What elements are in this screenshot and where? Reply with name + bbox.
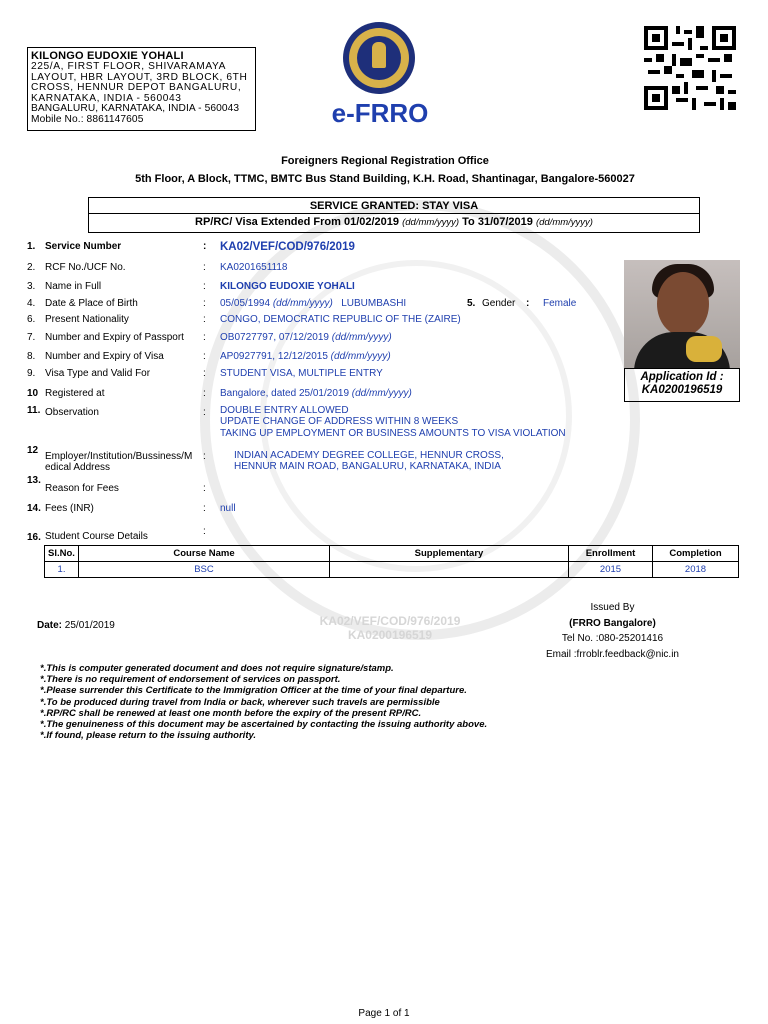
observation-value: DOUBLE ENTRY ALLOWED UPDATE CHANGE OF ADDRESS WITHIN 8 WEEKS TAKING UP EMPLOYMENT OR BUSINESS AMOUNTS TO VISA VIOLATION: [220, 405, 566, 439]
column-header: Enrollment: [569, 546, 653, 562]
application-id-box: [624, 368, 740, 402]
employer-label: Employer/Institution/Bussiness/M edical Address: [45, 451, 193, 473]
colon: :: [203, 241, 207, 252]
issuing-office: (FRRO Bangalore): [569, 617, 656, 629]
registered-label: Registered at: [45, 388, 105, 399]
registered-value: Bangalore, dated 25/01/2019 (dd/mm/yyyy): [220, 388, 412, 399]
table-cell: 2015: [569, 562, 653, 578]
colon: :: [203, 483, 206, 494]
field-number: 7.: [27, 332, 36, 343]
field-number: 2.: [27, 262, 36, 273]
issuing-email: Email :frroblr.feedback@nic.in: [546, 648, 679, 660]
dob-label: Date & Place of Birth: [45, 298, 138, 309]
colon: :: [203, 503, 206, 514]
mobile-number: Mobile No.: 8861147605: [31, 113, 144, 125]
course-table: [44, 545, 739, 578]
field-number: 1.: [27, 241, 36, 252]
field-number: 9.: [27, 368, 36, 379]
watermark-service-number: KA02/VEF/COD/976/2019: [319, 614, 461, 628]
applicant-address-box: [27, 47, 256, 131]
field-number: 5.: [467, 298, 476, 309]
table-cell: BSC: [79, 562, 330, 578]
field-number: 11.: [27, 405, 41, 416]
visa-type-label: Visa Type and Valid For: [45, 368, 151, 379]
passport-value: OB0727797, 07/12/2019 (dd/mm/yyyy): [220, 332, 392, 343]
column-header: Supplementary: [330, 546, 569, 562]
service-granted-box: [88, 197, 700, 233]
visa-number-label: Number and Expiry of Visa: [45, 351, 164, 362]
field-number: 10: [27, 388, 39, 399]
qr-code: [644, 25, 736, 111]
application-id-label: Application Id :: [640, 371, 724, 383]
bureau-of-immigration-emblem: [343, 22, 415, 94]
colon: :: [203, 332, 206, 343]
reason-label: Reason for Fees: [45, 483, 119, 494]
column-header: Course Name: [79, 546, 330, 562]
visa-number-value: AP0927791, 12/12/2015 (dd/mm/yyyy): [220, 351, 391, 362]
field-number: 3.: [27, 281, 36, 292]
issued-by-label: Issued By: [590, 602, 635, 613]
colon: :: [203, 314, 206, 325]
colon: :: [203, 298, 206, 309]
rcf-number-label: RCF No./UCF No.: [45, 262, 126, 273]
service-number-label: Service Number: [45, 241, 122, 252]
colon: :: [203, 368, 206, 379]
field-number: 8.: [27, 351, 36, 362]
service-granted: SERVICE GRANTED: STAY VISA: [309, 200, 479, 212]
address-line: BANGALURU, KARNATAKA, INDIA - 560043: [31, 103, 240, 115]
dob-value: 05/05/1994 (dd/mm/yyyy) LUBUMBASHI: [220, 298, 407, 309]
applicant-photo: [624, 260, 740, 368]
colon: :: [203, 388, 206, 399]
office-title: Foreigners Regional Registration Office: [281, 155, 489, 167]
applicant-name: KILONGO EUDOXIE YOHALI: [31, 50, 184, 62]
field-number: 16.: [27, 532, 41, 543]
page-number: Page 1 of 1: [358, 1008, 410, 1019]
colon: :: [203, 407, 206, 418]
column-header: Sl.No.: [45, 546, 79, 562]
gender-label: Gender: [482, 298, 516, 309]
issuing-telephone: Tel No. :080-25201416: [561, 633, 664, 644]
application-id-value: KA0200196519: [641, 384, 723, 396]
visa-extension-period: RP/RC/ Visa Extended From 01/02/2019 (dd/mm/yyyy) To 31/07/2019 (dd/mm/yyyy): [195, 216, 593, 228]
footnote: *.The genuineness of this document may be ascertained by contacting the issuing authority above.: [40, 719, 488, 731]
service-number-value: KA02/VEF/COD/976/2019: [220, 241, 355, 253]
table-cell: 1.: [45, 562, 79, 578]
footnote: *.There is no requirement of endorsement of services on passport.: [40, 674, 341, 686]
issue-date: Date: 25/01/2019: [37, 620, 115, 631]
employer-value: INDIAN ACADEMY DEGREE COLLEGE, HENNUR CROSS, HENNUR MAIN ROAD, BANGALURU, KARNATAKA, INDIA: [234, 450, 504, 472]
field-number: 6.: [27, 314, 36, 325]
table-header-row: [45, 546, 739, 562]
office-address: 5th Floor, A Block, TTMC, BMTC Bus Stand Building, K.H. Road, Shantinagar, Bangalore-560027: [135, 173, 635, 185]
address-line: LAYOUT, HBR LAYOUT, 3RD BLOCK, 6TH: [31, 71, 248, 83]
fees-value: null: [220, 503, 236, 514]
colon: :: [526, 298, 530, 309]
visa-type-value: STUDENT VISA, MULTIPLE ENTRY: [220, 368, 383, 379]
footnotes: [40, 663, 487, 741]
name-label: Name in Full: [45, 281, 102, 292]
nationality-label: Present Nationality: [45, 314, 129, 325]
observation-label: Observation: [45, 407, 99, 418]
field-number: 14.: [27, 503, 41, 514]
efrro-logo-text: e-FRRO: [331, 98, 429, 128]
fees-label: Fees (INR): [45, 503, 94, 514]
address-line: 225/A, FIRST FLOOR, SHIVARAMAYA: [31, 61, 227, 72]
colon: :: [203, 281, 206, 292]
table-cell: 2018: [653, 562, 739, 578]
table-row: [45, 562, 739, 578]
colon: :: [203, 451, 206, 462]
table-cell: [330, 562, 569, 578]
field-number: 13.: [27, 475, 41, 486]
course-details-label: Student Course Details: [45, 531, 148, 542]
colon: :: [203, 262, 206, 273]
gender-value: Female: [543, 298, 577, 309]
name-value: KILONGO EUDOXIE YOHALI: [220, 281, 355, 292]
rcf-number-value: KA0201651118: [220, 262, 288, 273]
address-line: CROSS, HENNUR DEPOT BANGALURU,: [31, 82, 242, 94]
footnote: *.Please surrender this Certificate to the Immigration Officer at the time of your final departure.: [40, 685, 467, 697]
column-header: Completion: [653, 546, 739, 562]
colon: :: [203, 351, 206, 362]
passport-label: Number and Expiry of Passport: [45, 332, 184, 343]
field-number: 12: [27, 445, 39, 456]
nationality-value: CONGO, DEMOCRATIC REPUBLIC OF THE (ZAIRE): [220, 314, 461, 325]
footnote: *.To be produced during travel from India or back, wherever such travels are permissible: [40, 696, 440, 708]
issued-by-block: [520, 600, 705, 662]
footnote: *.This is computer generated document and does not require signature/stamp.: [40, 663, 394, 674]
colon: :: [203, 526, 206, 537]
watermark-application-id: KA0200196519: [347, 628, 433, 642]
footnote: *.If found, please return to the issuing authority.: [40, 730, 257, 742]
address-line: KARNATAKA, INDIA - 560043: [31, 92, 182, 104]
field-number: 4.: [27, 298, 36, 309]
footnote: *.RP/RC shall be renewed at least one month before the expiry of the present RP/RC.: [40, 707, 422, 719]
